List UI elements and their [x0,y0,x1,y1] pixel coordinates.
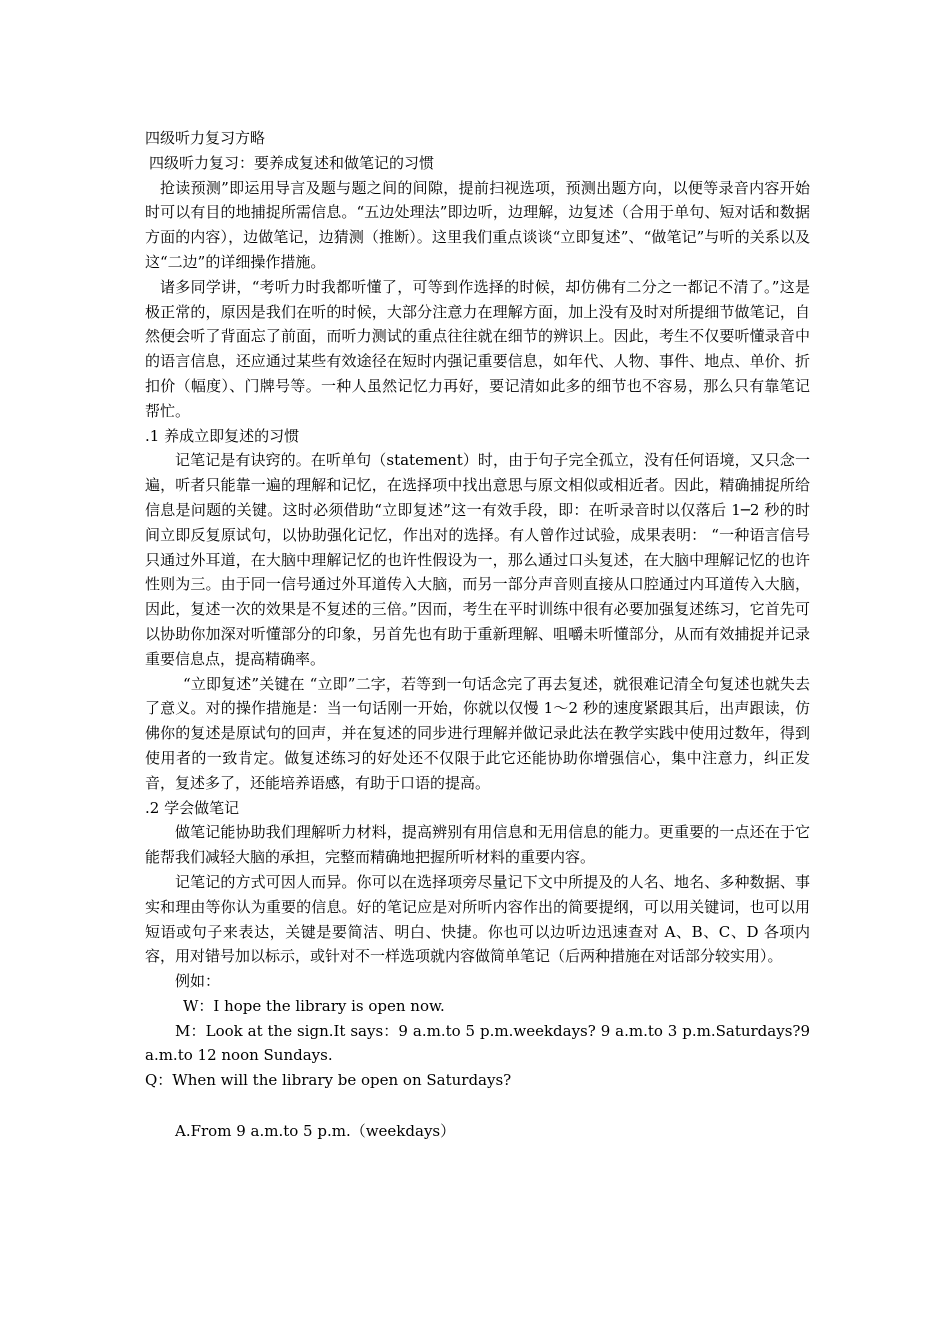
dialogue-man-line: M：Look at the sign.It says：9 a.m.to 5 p.m.weekdays? 9 a.m.to 3 p.m.Saturdays?9 a.m.to 12 noon Sundays. [145,1021,810,1065]
example-label: 例如： [175,972,221,991]
question-line: Q：When will the library be open on Saturdays? [145,1071,512,1090]
paragraph-repeat-method: 记笔记是有诀窍的。在听单句（statement）时，由于句子完全孤立，没有任何语境，又只念一遍，听者只能靠一遍的理解和记忆，在选择项中找出意思与原文相似或相近者。因此，精确捕捉所给信息是问题的关键。这时必须借助“立即复述”这一有效手段，即：在听录音时以仅落后 1─2 秒的时间立即反复原试句，以协助强化记忆，作出对的选择。有人曾作过试验，成果表明： “一种语言信号只通过外耳道，在大脑中理解记忆的也许性假设为一，那么通过口头复述，在大脑中理解记忆的也许性则为三。由于同一信号通过外耳道传入大脑，而另一部分声音则直接从口腔通过内耳道传入大脑，因此，复述一次的效果是不复述的三倍。”因而，考生在平时训练中很有必要加强复述练习，它首先可以协助你加深对听懂部分的印象，另首先也有助于重新理解、咀嚼未听懂部分，从而有效捕捉并记录重要信息点，提高精确率。 [145,451,810,668]
document-subtitle: 四级听力复习：要养成复述和做笔记的习惯 [149,153,435,172]
paragraph-preview-prediction: 抢读预测”即运用导言及题与题之间的间隙，提前扫视选项，预测出题方向，以便等录音内容开始时可以有目的地捕捉所需信息。“五边处理法”即边听，边理解，边复述（合用于单句、短对话和数据方面的内容），边做笔记，边猜测（推断）。这里我们重点谈谈“立即复述”、“做笔记”与听的关系以及这“二边”的详细操作措施。 [145,178,810,271]
section-heading-notes: .2 学会做笔记 [145,798,240,817]
paragraph-notes-benefit: 做笔记能协助我们理解听力材料，提高辨别有用信息和无用信息的能力。更重要的一点还在于它能帮我们减轻大脑的承担，完整而精确地把握所听材料的重要内容。 [145,823,810,867]
paragraph-notes-method: 记笔记的方式可因人而异。你可以在选择项旁尽量记下文中所提及的人名、地名、多种数据、事实和理由等你认为重要的信息。好的笔记应是对所听内容作出的简要提纲，可以用关键词，也可以用短语或句子来表达，关键是要简洁、明白、快捷。你也可以边听边迅速查对 A、B、C、D 各项内容，用对错号加以标示，或针对不一样选项就内容做简单笔记（后两种措施在对话部分较实用）。 [145,872,810,966]
document-page [145,126,810,1144]
paragraph-note-importance: 诸多同学讲，“考听力时我都听懂了，可等到作选择的时候，却仿佛有二分之一都记不清了。”这是极正常的，原因是我们在听的时候，大部分注意力在理解方面，加上没有及时对所提细节做笔记，自然便会听了背面忘了前面，而听力测试的重点往往就在细节的辨识上。因此，考生不仅要听懂录音中的语言信息，还应通过某些有效途径在短时内强记重要信息，如年代、人物、事件、地点、单价、折扣价（幅度）、门牌号等。一种人虽然记忆力再好，要记清如此多的细节也不容易，那么只有靠笔记帮忙。 [145,277,810,420]
dialogue-woman-line: W：I hope the library is open now. [183,996,445,1015]
document-title: 四级听力复习方略 [145,129,266,147]
blank-gap [145,1093,810,1119]
answer-option-a: A.From 9 a.m.to 5 p.m.（weekdays） [175,1122,456,1141]
paragraph-repeat-timing: “立即复述”关键在 “立即”二字，若等到一句话念完了再去复述，就很难记清全句复述也就失去了意义。对的操作措施是：当一句话刚一开始，你就以仅慢 1～2 秒的速度紧跟其后，出声跟读，仿佛你的复述是原试句的回声，并在复述的同步进行理解并做记录此法在教学实践中使用过数年，得到使用者的一致肯定。做复述练习的好处还不仅限于此它还能协助你增强信心，集中注意力，纠正发音，复述多了，还能培养语感，有助于口语的提高。 [145,674,810,792]
section-heading-repeat: .1 养成立即复述的习惯 [145,426,300,445]
